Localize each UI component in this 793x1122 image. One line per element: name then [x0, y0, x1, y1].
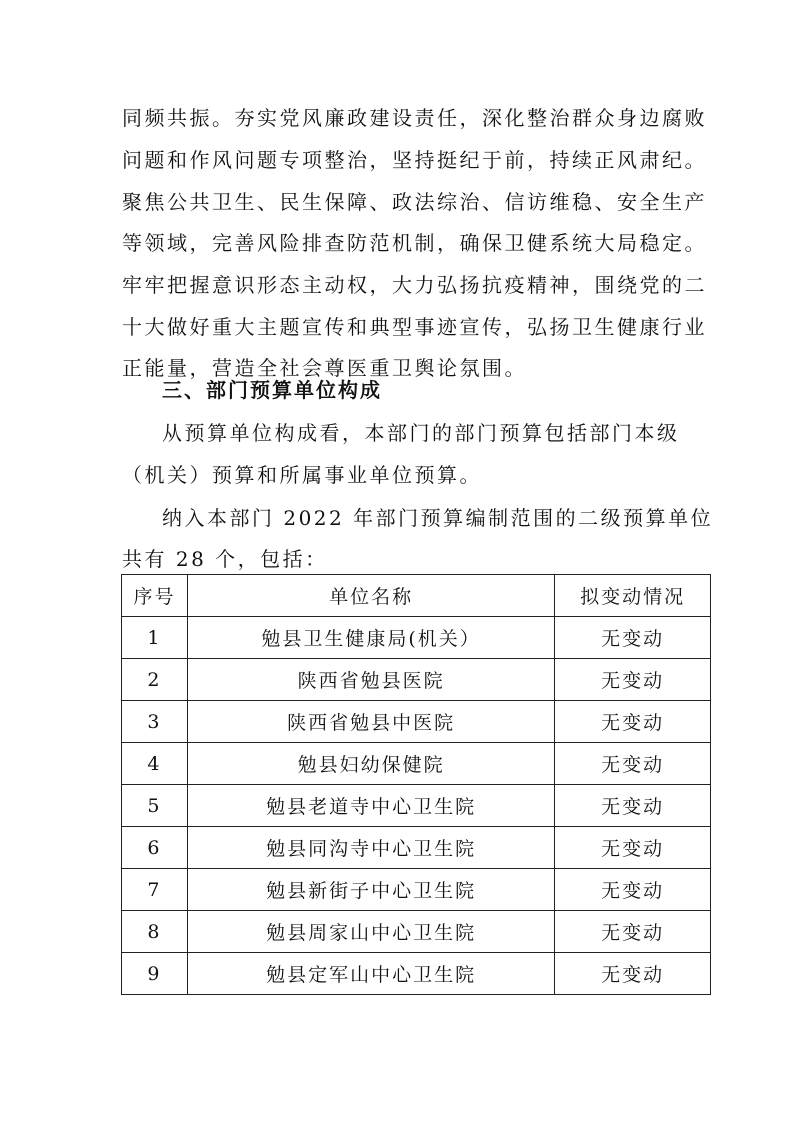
table-row: [122, 827, 711, 869]
paragraph-line: 牢牢把握意识形态主动权，大力弘扬抗疫精神，围绕党的二: [122, 273, 707, 297]
row-index: 4: [122, 743, 188, 785]
paragraph-line: 等领域，完善风险排查防范机制，确保卫健系统大局稳定。: [122, 231, 707, 255]
table-row: [122, 617, 711, 659]
composition-line: 从预算单位构成看，本部门的部门预算包括部门本级: [162, 421, 680, 445]
change-status: 无变动: [555, 659, 711, 701]
unit-name: 陕西省勉县中医院: [187, 701, 554, 743]
unit-name: 勉县同沟寺中心卫生院: [187, 827, 554, 869]
budget-units-table: [121, 574, 711, 995]
row-index: 6: [122, 827, 188, 869]
change-status: 无变动: [555, 617, 711, 659]
paragraph-line: 同频共振。夯实党风廉政建设责任，深化整治群众身边腐败: [122, 106, 707, 130]
change-status: 无变动: [555, 869, 711, 911]
table-row: [122, 911, 711, 953]
table-row: [122, 785, 711, 827]
row-index: 3: [122, 701, 188, 743]
table-row: [122, 743, 711, 785]
scope-line: 共有 28 个，包括：: [122, 547, 328, 571]
column-header-unit-name: 单位名称: [187, 575, 554, 617]
paragraph-line: 问题和作风问题专项整治，坚持挺纪于前，持续正风肃纪。: [122, 148, 707, 172]
row-index: 9: [122, 953, 188, 995]
row-index: 2: [122, 659, 188, 701]
row-index: 5: [122, 785, 188, 827]
paragraph-line: 十大做好重大主题宣传和典型事迹宣传，弘扬卫生健康行业: [122, 315, 707, 339]
table-row: [122, 869, 711, 911]
change-status: 无变动: [555, 701, 711, 743]
unit-name: 勉县周家山中心卫生院: [187, 911, 554, 953]
paragraph-line: 聚焦公共卫生、民生保障、政法综治、信访维稳、安全生产: [122, 190, 707, 214]
change-status: 无变动: [555, 743, 711, 785]
unit-name: 勉县老道寺中心卫生院: [187, 785, 554, 827]
row-index: 7: [122, 869, 188, 911]
column-header-change-status: 拟变动情况: [555, 575, 711, 617]
table-row: [122, 701, 711, 743]
change-status: 无变动: [555, 827, 711, 869]
change-status: 无变动: [555, 785, 711, 827]
column-header-index: 序号: [122, 575, 188, 617]
row-index: 1: [122, 617, 188, 659]
unit-name: 陕西省勉县医院: [187, 659, 554, 701]
unit-name: 勉县新街子中心卫生院: [187, 869, 554, 911]
row-index: 8: [122, 911, 188, 953]
scope-line: 纳入本部门 2022 年部门预算编制范围的二级预算单位: [162, 506, 714, 530]
composition-line: （机关）预算和所属事业单位预算。: [122, 463, 482, 487]
change-status: 无变动: [555, 911, 711, 953]
section-heading: 三、部门预算单位构成: [162, 378, 382, 402]
table-header-row: [122, 575, 711, 617]
change-status: 无变动: [555, 953, 711, 995]
paragraph-line: 正能量，营造全社会尊医重卫舆论氛围。: [122, 356, 527, 380]
unit-name: 勉县定军山中心卫生院: [187, 953, 554, 995]
unit-name: 勉县妇幼保健院: [187, 743, 554, 785]
table-row: [122, 953, 711, 995]
unit-name: 勉县卫生健康局(机关）: [187, 617, 554, 659]
table-row: [122, 659, 711, 701]
